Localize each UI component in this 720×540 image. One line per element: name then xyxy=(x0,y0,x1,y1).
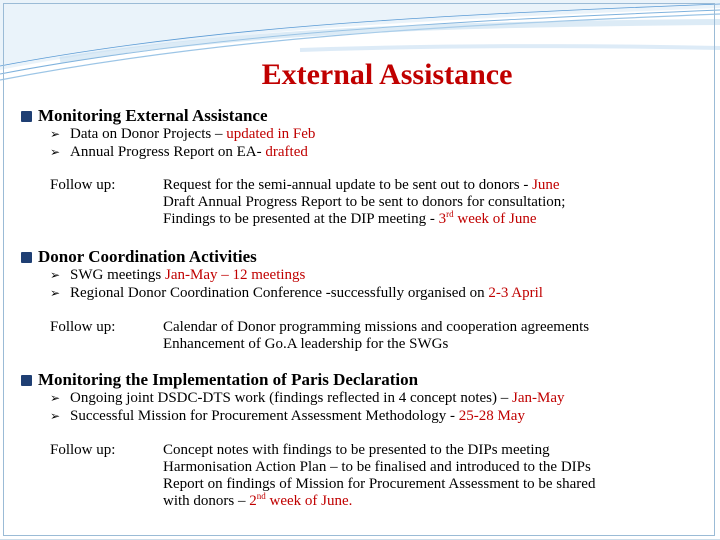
line-text: Request for the semi-annual update to be sent out to donors - xyxy=(163,177,533,193)
bullet-item xyxy=(50,389,565,407)
bullet-item xyxy=(50,407,525,425)
section-heading-text: Monitoring External Assistance xyxy=(38,106,268,125)
highlight-text: updated in Feb xyxy=(226,126,316,142)
followup-label: Follow up: xyxy=(50,319,116,335)
arrow-bullet-icon: ➢ xyxy=(50,268,61,282)
highlight-text: 2-3 April xyxy=(488,285,543,301)
followup-line xyxy=(163,319,589,336)
highlight-text: 2 xyxy=(249,493,257,509)
followup-line xyxy=(163,211,537,228)
followup-label: Follow up: xyxy=(50,177,116,193)
bullet-item xyxy=(50,266,305,284)
square-bullet-icon xyxy=(21,252,32,263)
arrow-bullet-icon: ➢ xyxy=(50,391,61,405)
highlight-text: June xyxy=(532,177,560,193)
highlight-text: Jan-May – 12 meetings xyxy=(165,267,306,283)
followup-label: Follow up: xyxy=(50,442,116,458)
section-heading xyxy=(21,370,418,390)
line-text: Harmonisation Action Plan – to be finalised and introduced to the DIPs xyxy=(163,459,591,475)
followup-line xyxy=(163,493,352,510)
section-heading-text: Donor Coordination Activities xyxy=(38,247,257,266)
arrow-bullet-icon: ➢ xyxy=(50,127,61,141)
followup-line xyxy=(163,194,565,211)
line-text: Calendar of Donor programming missions and cooperation agreements xyxy=(163,319,590,335)
line-text: Findings to be presented at the DIP meeting - xyxy=(163,211,439,227)
bullet-item xyxy=(50,284,543,302)
superscript: rd xyxy=(446,209,454,219)
arrow-bullet-icon: ➢ xyxy=(50,409,61,423)
line-text: Enhancement of Go.A leadership for the SWGs xyxy=(163,336,449,352)
highlight-text: Jan-May xyxy=(512,390,565,406)
square-bullet-icon xyxy=(21,111,32,122)
highlight-text: drafted xyxy=(265,144,308,160)
followup-line xyxy=(163,177,560,194)
highlight-text: week of June. xyxy=(265,493,353,509)
slide-title: External Assistance xyxy=(261,58,513,91)
line-text: with donors – xyxy=(163,493,250,509)
section-heading-text: Monitoring the Implementation of Paris Declaration xyxy=(38,370,419,389)
section-heading xyxy=(21,106,268,126)
followup-line xyxy=(163,476,595,493)
bullet-item xyxy=(50,125,315,143)
square-bullet-icon xyxy=(21,375,32,386)
line-text: Draft Annual Progress Report to be sent to donors for consultation; xyxy=(163,194,566,210)
highlight-text: 25-28 May xyxy=(458,408,525,424)
bullet-item xyxy=(50,143,308,161)
line-text: Report on findings of Mission for Procurement Assessment to be shared xyxy=(163,476,596,492)
line-text: Data on Donor Projects – xyxy=(70,126,227,142)
followup-line xyxy=(163,442,550,459)
section-heading xyxy=(21,247,257,267)
line-text: Successful Mission for Procurement Assessment Methodology - xyxy=(70,408,459,424)
line-text: Ongoing joint DSDC-DTS work (findings reflected in 4 concept notes) – xyxy=(70,390,513,406)
followup-line xyxy=(163,459,591,476)
line-text: SWG meetings xyxy=(70,267,165,283)
line-text: Regional Donor Coordination Conference -successfully organised on xyxy=(70,285,489,301)
line-text: Annual Progress Report on EA- xyxy=(70,144,266,160)
line-text: Concept notes with findings to be presented to the DIPs meeting xyxy=(163,442,550,458)
arrow-bullet-icon: ➢ xyxy=(50,145,61,159)
superscript: nd xyxy=(256,491,266,501)
highlight-text: week of June xyxy=(453,211,537,227)
highlight-text: 3 xyxy=(438,211,447,227)
followup-line xyxy=(163,336,448,353)
arrow-bullet-icon: ➢ xyxy=(50,286,61,300)
